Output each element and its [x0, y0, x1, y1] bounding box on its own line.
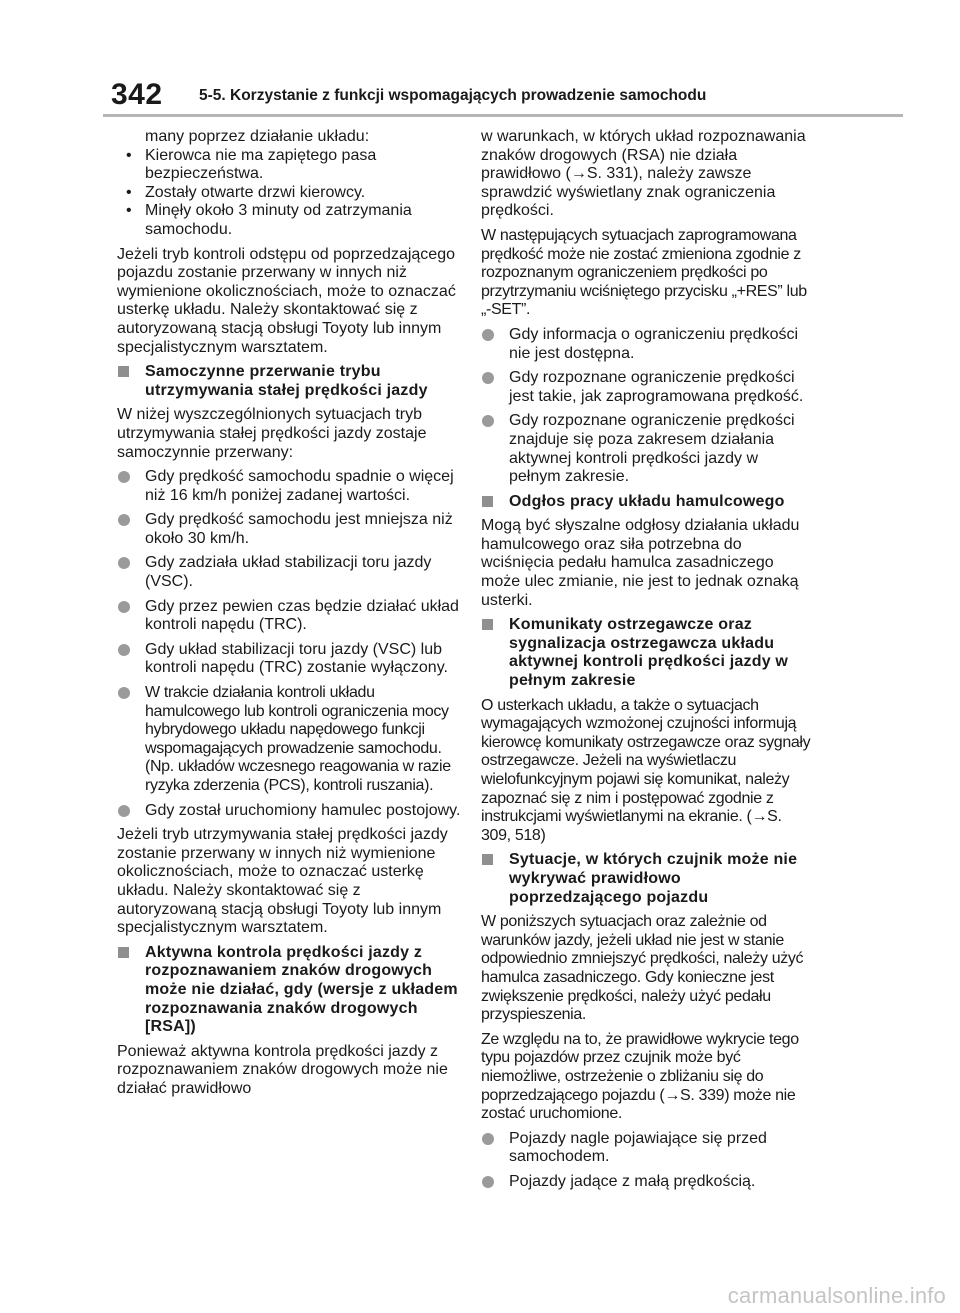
bullet-item [481, 1130, 811, 1167]
circle-bullet-icon [482, 372, 494, 384]
square-bullet-icon [482, 619, 493, 630]
paragraph: Ponieważ aktywna kontrola prędkości jazdy z rozpoznawaniem znaków drogowych może nie działać prawidłowo [117, 1042, 448, 1097]
watermark: carmanualsonline.info [727, 1283, 946, 1308]
bullet-item [117, 684, 462, 796]
section-heading-text: Odgłos pracy układu hamulcowego [509, 492, 785, 510]
paragraph: w warunkach, w których układ rozpoznawania znaków drogowych (RSA) nie działa prawidłowo (→S. 331), należy zawsze sprawdzić wyświetlany znak ograniczenia prędkości. [481, 128, 806, 220]
square-bullet-icon [118, 947, 129, 958]
bullet-text: Gdy rozpoznane ograniczenie prędkości znajduje się poza zakresem działania aktywnej kontroli prędkości jazdy w pełnym zakresie. [509, 412, 795, 486]
bullet-item [481, 1173, 811, 1192]
circle-bullet-icon [482, 415, 494, 427]
condition-list [117, 147, 462, 240]
left-column [117, 128, 462, 1105]
bullet-item [481, 412, 811, 486]
bullet-text: Gdy układ stabilizacji toru jazdy (VSC) lub kontroli napędu (TRC) zostanie wyłączony. [145, 640, 448, 677]
paragraph: Jeżeli tryb kontroli odstępu od poprzedzającego pojazdu zostanie przerwany w innych niż wymienione okolicznościach, może to oznaczać usterkę układu. Należy skontaktować się z autoryzowaną stacją obsługi Toyoty lub innym specjalistycznym warsztatem. [117, 245, 456, 356]
circle-bullet-icon [482, 329, 494, 341]
bullet-item [117, 598, 462, 635]
section-heading [117, 944, 462, 1037]
bullet-item [117, 641, 462, 678]
list-item: • Zostały otwarte drzwi kierowcy. [117, 184, 462, 203]
right-column [481, 128, 811, 1197]
bullet-text: Gdy prędkość samochodu jest mniejsza niż około 30 km/h. [145, 511, 453, 547]
circle-bullet-icon [482, 1176, 494, 1188]
bullet-text: W trakcie działania kontroli układu hamulcowego lub kontroli ograniczenia mocy hybrydowego układu napędowego funkcji wspomagających prowadzenie samochodu. (Np. układów wczesnego reagowania w razie ryzyka zderzenia (PCS), kontroli ruszania). [145, 684, 451, 794]
circle-bullet-icon [118, 687, 130, 699]
circle-bullet-icon [118, 557, 130, 569]
paragraph: W poniższych sytuacjach oraz zależnie od warunków jazdy, jeżeli układ nie jest w stanie odpowiednio zmniejszyć prędkości, należy użyć hamulca zasadniczego. Gdy konieczne jest zwiększenie prędkości, należy użyć pedału przyspieszenia. [481, 913, 804, 1024]
section-heading [481, 493, 811, 512]
bullet-text: Gdy informacja o ograniczeniu prędkości nie jest dostępna. [509, 325, 799, 362]
circle-bullet-icon [118, 471, 130, 483]
section-heading-text: Komunikaty ostrzegawcze oraz sygnalizacja ostrzegawcza układu aktywnej kontroli prędkości jazdy w pełnym zakresie [509, 616, 789, 690]
bullet-text: Gdy został uruchomiony hamulec postojowy. [145, 801, 461, 819]
circle-bullet-icon [118, 514, 130, 526]
paragraph: Ze względu na to, że prawidłowe wykrycie tego typu pojazdów przez czujnik może być niemożliwe, ostrzeżenie o zbliżaniu się do poprzedzającego pojazdu (→S. 339) może nie zostać uruchomione. [481, 1030, 799, 1123]
bullet-item [117, 468, 462, 505]
list-item: • Minęły około 3 minuty od zatrzymania samochodu. [117, 202, 462, 239]
circle-bullet-icon [118, 601, 130, 613]
paragraph: W niżej wyszczególnionych sytuacjach tryb utrzymywania stałej prędkości jazdy zostaje samoczynnie przerwany: [117, 406, 427, 461]
bullet-text: Pojazdy jadące z małą prędkością. [509, 1172, 756, 1190]
page-header [103, 78, 903, 117]
bullet-text: Gdy zadziała układ stabilizacji toru jazdy (VSC). [145, 554, 432, 591]
section-heading-text: Samoczynne przerwanie trybu utrzymywania stałej prędkości jazdy [145, 363, 428, 399]
bullet-text: Gdy prędkość samochodu spadnie o więcej niż 16 km/h poniżej zadanej wartości. [145, 468, 454, 504]
section-heading-text: Sytuacje, w których czujnik może nie wykrywać prawidłowo poprzedzającego pojazdu [509, 851, 798, 906]
bullet-item [117, 554, 462, 591]
section-heading [481, 851, 811, 907]
square-bullet-icon [118, 366, 129, 377]
page-number: 342 [111, 78, 163, 111]
bullet-item [481, 326, 811, 363]
section-heading-text: Aktywna kontrola prędkości jazdy z rozpoznawaniem znaków drogowych może nie działać, gdy (wersje z układem rozpoznawania znaków drogowych [RSA]) [145, 943, 458, 1036]
paragraph: Mogą być słyszalne odgłosy działania układu hamulcowego oraz siła potrzebna do wciśnięcia pedału hamulca zasadniczego może ulec zmianie, nie jest to jednak oznaką usterki. [481, 517, 800, 609]
bullet-item [117, 802, 462, 821]
chapter-title: 5-5. Korzystanie z funkcji wspomagających prowadzenie samochodu [199, 87, 707, 104]
bullet-text: Pojazdy nagle pojawiające się przed samochodem. [509, 1129, 767, 1166]
square-bullet-icon [482, 854, 493, 865]
bullet-text: Gdy rozpoznane ograniczenie prędkości jest takie, jak zaprogramowana prędkość. [509, 369, 804, 405]
paragraph: O usterkach układu, a także o sytuacjach wymagających wzmożonej czujności informują kierowcę komunikaty ostrzegawcze oraz sygnały ostrzegawcze. Jeżeli na wyświetlaczu wielofunkcyjnym pojawi się komunikat, należy zapoznać się z nim i postępować zgodnie z instrukcjami wyświetlanymi na ekranie. (→S. 309, 518) [481, 696, 811, 844]
circle-bullet-icon [118, 805, 130, 817]
bullet-item [117, 511, 462, 548]
section-heading [481, 616, 811, 690]
bullet-text: Gdy przez pewien czas będzie działać układ kontroli napędu (TRC). [145, 597, 459, 634]
paragraph: Jeżeli tryb utrzymywania stałej prędkości jazdy zostanie przerwany w innych niż wymienione okolicznościach, może to oznaczać usterkę układu. Należy skontaktować się z autoryzowaną stacją obsługi Toyoty lub innym specjalistycznym warsztatem. [117, 826, 448, 937]
circle-bullet-icon [482, 1133, 494, 1145]
list-item: • Kierowca nie ma zapiętego pasa bezpieczeństwa. [117, 147, 462, 184]
circle-bullet-icon [118, 644, 130, 656]
bullet-item [481, 369, 811, 406]
continued-text: many poprzez działanie układu: [145, 128, 370, 145]
paragraph: W następujących sytuacjach zaprogramowana prędkość może nie zostać zmieniona zgodnie z rozpoznanym ograniczeniem prędkości po przytrzymaniu wciśniętego przycisku „+RES” lub „-SET”. [481, 226, 807, 319]
square-bullet-icon [482, 496, 493, 507]
section-heading [117, 363, 462, 400]
